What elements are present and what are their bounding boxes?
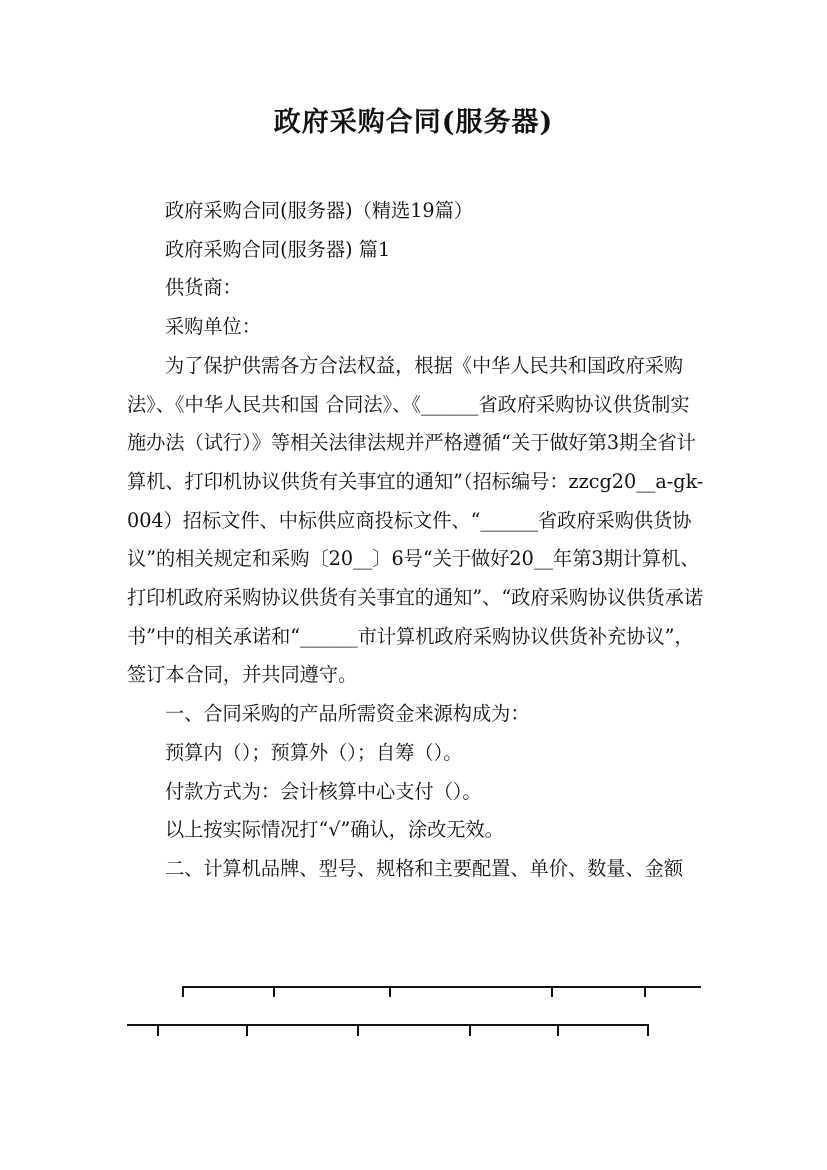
paragraph-confirm-note: 以上按实际情况打“√”确认，涂改无效。 [165, 818, 504, 842]
paragraph-purchaser: 采购单位： [165, 315, 261, 339]
paragraph-clause-2: 二、计算机品牌、型号、规格和主要配置、单价、数量、金额 [165, 856, 684, 880]
document-body [127, 192, 707, 889]
paragraph-section-heading: 政府采购合同(服务器) 篇1 [165, 237, 391, 261]
table-border-lines [0, 980, 827, 1040]
paragraph-preamble: 为了保护供需各方合法权益，根据《中华人民共和国政府采购法》、《中华人民共和国 合同法》、《______省政府采购协议供货制实施办法（试行）》等相关法律法规并严格遵循“关于做好第3期全省计算机、打印机协议供货有关事宜的通知”（招标编号：zzcg20__a-gk-004）招标文件、中标供应商投标文件、“______省政府采购供货协议”的相关规定和采购〔20__〕6号“关于做好20__年第3期计算机、打印机政府采购协议供货有关事宜的通知”、“政府采购协议供货承诺书”中的相关承诺和“______市计算机政府采购协议供货补充协议”，签订本合同，并共同遵守。 [127, 353, 704, 687]
document-title: 政府采购合同(服务器) [273, 107, 554, 138]
paragraph-budget-sources: 预算内（）；预算外（）；自筹（）。 [165, 740, 463, 764]
paragraph-subtitle: 政府采购合同(服务器)（精选19篇） [165, 199, 474, 222]
paragraph-supplier: 供货商： [165, 276, 242, 300]
paragraph-payment-method: 付款方式为：会计核算中心支付（）。 [165, 779, 482, 803]
paragraph-clause-1: 一、合同采购的产品所需资金来源构成为： [165, 702, 530, 726]
